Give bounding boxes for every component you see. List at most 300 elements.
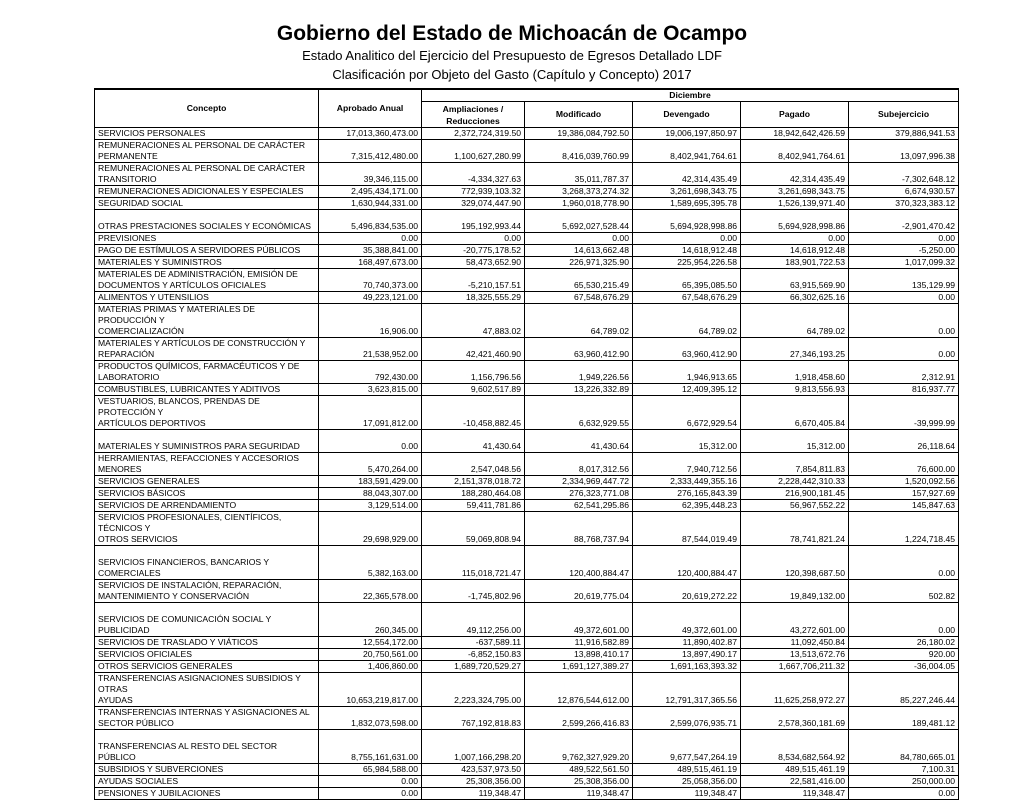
table-row	[95, 233, 959, 245]
concepto-cell	[95, 430, 319, 453]
concepto-cell	[95, 673, 319, 707]
concepto-line: REMUNERACIONES AL PERSONAL DE CARÁCTER	[98, 163, 306, 173]
concepto-line: TRANSFERENCIAS AL RESTO DEL SECTOR PÚBLICO	[98, 741, 278, 762]
amount-cell: 12,876,544,612.00	[525, 673, 633, 707]
concepto-cell	[95, 128, 319, 140]
amount-cell: 189,481.12	[849, 707, 959, 730]
amount-cell: 12,554,172.00	[319, 637, 422, 649]
concepto-cell	[95, 476, 319, 488]
amount-cell: 370,323,383.12	[849, 198, 959, 210]
concepto-cell	[95, 233, 319, 245]
amount-cell: 35,011,787.37	[525, 163, 633, 186]
amount-cell: 2,334,969,447.72	[525, 476, 633, 488]
table-row	[95, 764, 959, 776]
amount-cell: 2,228,442,310.33	[741, 476, 849, 488]
concepto-cell	[95, 707, 319, 730]
amount-cell: 7,940,712.56	[633, 453, 741, 476]
table-row	[95, 186, 959, 198]
amount-cell: -5,210,157.51	[422, 269, 525, 292]
amount-cell: 1,691,163,393.32	[633, 661, 741, 673]
table-row	[95, 512, 959, 546]
amount-cell: 2,599,266,416.83	[525, 707, 633, 730]
concepto-line: REMUNERACIONES ADICIONALES Y ESPECIALES	[98, 186, 304, 196]
amount-cell: 84,780,665.01	[849, 730, 959, 764]
amount-cell: 2,495,434,171.00	[319, 186, 422, 198]
concepto-cell	[95, 730, 319, 764]
concepto-line: ARTÍCULOS DEPORTIVOS	[98, 418, 206, 428]
amount-cell: 0.00	[525, 233, 633, 245]
amount-cell: 1,007,166,298.20	[422, 730, 525, 764]
report-subtitle: Estado Analitico del Ejercicio del Presupuesto de Egresos Detallado LDF	[302, 48, 722, 63]
amount-cell: 88,768,737.94	[525, 512, 633, 546]
table-row	[95, 788, 959, 800]
amount-cell: 195,192,993.44	[422, 210, 525, 233]
amount-cell: 11,890,402.87	[633, 637, 741, 649]
amount-cell: 260,345.00	[319, 603, 422, 637]
amount-cell: 0.00	[319, 788, 422, 800]
concepto-line: MENORES	[98, 464, 142, 474]
amount-cell: 13,513,672.76	[741, 649, 849, 661]
amount-cell: 41,430.64	[422, 430, 525, 453]
concepto-line: PENSIONES Y JUBILACIONES	[98, 788, 221, 798]
concepto-line: SERVICIOS PERSONALES	[98, 128, 206, 138]
concepto-line: AYUDAS SOCIALES	[98, 776, 179, 786]
amount-cell: 183,591,429.00	[319, 476, 422, 488]
amount-cell: 0.00	[741, 233, 849, 245]
amount-cell: 276,165,843.39	[633, 488, 741, 500]
concepto-line: COMERCIALIZACIÓN	[98, 326, 184, 336]
amount-cell: 119,348.47	[422, 788, 525, 800]
amount-cell: 67,548,676.29	[525, 292, 633, 304]
concepto-cell	[95, 257, 319, 269]
concepto-line: MATERIAS PRIMAS Y MATERIALES DE PRODUCCIÓN Y	[98, 304, 255, 325]
page-title: Gobierno del Estado de Michoacán de Ocampo	[276, 22, 748, 45]
amount-cell: 47,883.02	[422, 304, 525, 338]
amount-cell: 0.00	[849, 292, 959, 304]
amount-cell: 62,395,448.23	[633, 500, 741, 512]
concepto-cell	[95, 776, 319, 788]
amount-cell: -36,004.05	[849, 661, 959, 673]
concepto-line: REPARACIÓN	[98, 349, 155, 359]
table-row	[95, 163, 959, 186]
col-header-pagado: Pagado	[741, 102, 849, 128]
amount-cell: 119,348.47	[525, 788, 633, 800]
amount-cell: 7,854,811.83	[741, 453, 849, 476]
amount-cell: 18,942,642,426.59	[741, 128, 849, 140]
amount-cell: 29,698,929.00	[319, 512, 422, 546]
amount-cell: -10,458,882.45	[422, 396, 525, 430]
amount-cell: 188,280,464.08	[422, 488, 525, 500]
concepto-line: MATERIALES Y SUMINISTROS	[98, 257, 222, 267]
amount-cell: 49,372,601.00	[633, 603, 741, 637]
concepto-cell	[95, 140, 319, 163]
amount-cell: 276,323,771.08	[525, 488, 633, 500]
col-header-devengado: Devengado	[633, 102, 741, 128]
amount-cell: -4,334,327.63	[422, 163, 525, 186]
concepto-line: SERVICIOS OFICIALES	[98, 649, 192, 659]
table-row	[95, 140, 959, 163]
amount-cell: 9,762,327,929.20	[525, 730, 633, 764]
concepto-line: SERVICIOS DE TRASLADO Y VIÁTICOS	[98, 637, 258, 647]
amount-cell: 11,092,450.84	[741, 637, 849, 649]
amount-cell: 489,515,461.19	[633, 764, 741, 776]
amount-cell: 17,013,360,473.00	[319, 128, 422, 140]
concepto-line: OTROS SERVICIOS	[98, 534, 178, 544]
amount-cell: 15,312.00	[633, 430, 741, 453]
amount-cell: 1,960,018,778.90	[525, 198, 633, 210]
amount-cell: 0.00	[633, 233, 741, 245]
concepto-line: SERVICIOS PROFESIONALES, CIENTÍFICOS, TÉCNICOS Y	[98, 512, 282, 533]
table-row	[95, 637, 959, 649]
amount-cell: 64,789.02	[633, 304, 741, 338]
amount-cell: 489,515,461.19	[741, 764, 849, 776]
amount-cell: 65,395,085.50	[633, 269, 741, 292]
amount-cell: 183,901,722.53	[741, 257, 849, 269]
concepto-cell	[95, 500, 319, 512]
table-row	[95, 198, 959, 210]
amount-cell: 0.00	[849, 304, 959, 338]
amount-cell: -637,589.11	[422, 637, 525, 649]
amount-cell: 5,692,027,528.44	[525, 210, 633, 233]
amount-cell: 119,348.47	[633, 788, 741, 800]
concepto-line: DOCUMENTOS Y ARTÍCULOS OFICIALES	[98, 280, 266, 290]
table-row	[95, 546, 959, 580]
amount-cell: 9,602,517.89	[422, 384, 525, 396]
amount-cell: 41,430.64	[525, 430, 633, 453]
concepto-line: SERVICIOS DE ARRENDAMIENTO	[98, 500, 237, 510]
amount-cell: 25,058,356.00	[633, 776, 741, 788]
concepto-line: SERVICIOS GENERALES	[98, 476, 200, 486]
amount-cell: 64,789.02	[741, 304, 849, 338]
amount-cell: 14,613,662.48	[525, 245, 633, 257]
amount-cell: 2,223,324,795.00	[422, 673, 525, 707]
table-row	[95, 661, 959, 673]
amount-cell: 0.00	[849, 233, 959, 245]
table-row	[95, 673, 959, 707]
amount-cell: 87,544,019.49	[633, 512, 741, 546]
amount-cell: 225,954,226.58	[633, 257, 741, 269]
concepto-cell	[95, 269, 319, 292]
concepto-line: MANTENIMIENTO Y CONSERVACIÓN	[98, 591, 250, 601]
amount-cell: 20,619,272.22	[633, 580, 741, 603]
concepto-line	[98, 730, 315, 741]
amount-cell: 0.00	[319, 776, 422, 788]
amount-cell: 2,578,360,181.69	[741, 707, 849, 730]
amount-cell: 3,268,373,274.32	[525, 186, 633, 198]
amount-cell: 49,372,601.00	[525, 603, 633, 637]
amount-cell: 43,272,601.00	[741, 603, 849, 637]
amount-cell: -39,999.99	[849, 396, 959, 430]
amount-cell: 1,520,092.56	[849, 476, 959, 488]
concepto-line: TRANSITORIO	[98, 174, 157, 184]
concepto-cell	[95, 163, 319, 186]
amount-cell: 157,927.69	[849, 488, 959, 500]
table-row	[95, 338, 959, 361]
amount-cell: 6,672,929.54	[633, 396, 741, 430]
amount-cell: 115,018,721.47	[422, 546, 525, 580]
amount-cell: 16,906.00	[319, 304, 422, 338]
table-row	[95, 430, 959, 453]
concepto-line: LABORATORIO	[98, 372, 160, 382]
amount-cell: 8,402,941,764.61	[633, 140, 741, 163]
amount-cell: 49,112,256.00	[422, 603, 525, 637]
concepto-cell	[95, 512, 319, 546]
concepto-line: PAGO DE ESTÍMULOS A SERVIDORES PÚBLICOS	[98, 245, 301, 255]
table-row	[95, 649, 959, 661]
concepto-cell	[95, 198, 319, 210]
amount-cell: 64,789.02	[525, 304, 633, 338]
amount-cell: 19,849,132.00	[741, 580, 849, 603]
amount-cell: 25,308,356.00	[422, 776, 525, 788]
amount-cell: 5,694,928,998.86	[633, 210, 741, 233]
concepto-cell	[95, 661, 319, 673]
table-body	[95, 128, 959, 800]
amount-cell: 10,653,219,817.00	[319, 673, 422, 707]
amount-cell: 20,619,775.04	[525, 580, 633, 603]
amount-cell: 12,791,317,365.56	[633, 673, 741, 707]
amount-cell: 85,227,246.44	[849, 673, 959, 707]
amount-cell: 26,118.64	[849, 430, 959, 453]
amount-cell: 0.00	[422, 233, 525, 245]
amount-cell: -1,745,802.96	[422, 580, 525, 603]
amount-cell: 423,537,973.50	[422, 764, 525, 776]
concepto-line: SECTOR PÚBLICO	[98, 718, 174, 728]
amount-cell: -20,775,178.52	[422, 245, 525, 257]
amount-cell: 502.82	[849, 580, 959, 603]
amount-cell: 2,599,076,935.71	[633, 707, 741, 730]
amount-cell: 76,600.00	[849, 453, 959, 476]
table-row	[95, 580, 959, 603]
concepto-cell	[95, 580, 319, 603]
concepto-line: OTRAS PRESTACIONES SOCIALES Y ECONÓMICAS	[98, 221, 311, 231]
concepto-cell	[95, 304, 319, 338]
amount-cell: 8,017,312.56	[525, 453, 633, 476]
concepto-cell	[95, 453, 319, 476]
amount-cell: 5,470,264.00	[319, 453, 422, 476]
amount-cell: 19,006,197,850.97	[633, 128, 741, 140]
concepto-line: AYUDAS	[98, 695, 133, 705]
concepto-cell	[95, 546, 319, 580]
concepto-line: TRANSFERENCIAS ASIGNACIONES SUBSIDIOS Y OTRAS	[98, 673, 301, 694]
table-row	[95, 128, 959, 140]
amount-cell: 8,534,682,564.92	[741, 730, 849, 764]
table-row	[95, 210, 959, 233]
table-row	[95, 500, 959, 512]
amount-cell: 3,261,698,343.75	[741, 186, 849, 198]
concepto-cell	[95, 603, 319, 637]
amount-cell: 1,949,226.56	[525, 361, 633, 384]
amount-cell: 25,308,356.00	[525, 776, 633, 788]
amount-cell: 65,984,588.00	[319, 764, 422, 776]
amount-cell: 22,365,578.00	[319, 580, 422, 603]
amount-cell: 120,400,884.47	[633, 546, 741, 580]
concepto-cell	[95, 488, 319, 500]
amount-cell: 1,100,627,280.99	[422, 140, 525, 163]
amount-cell: -7,302,648.12	[849, 163, 959, 186]
amount-cell: 66,302,625.16	[741, 292, 849, 304]
concepto-line: REMUNERACIONES AL PERSONAL DE CARÁCTER	[98, 140, 306, 150]
amount-cell: 0.00	[849, 338, 959, 361]
concepto-line: PRODUCTOS QUÍMICOS, FARMACÉUTICOS Y DE	[98, 361, 300, 371]
concepto-cell	[95, 186, 319, 198]
amount-cell: 1,526,139,971.40	[741, 198, 849, 210]
amount-cell: 226,971,325.90	[525, 257, 633, 269]
table-row	[95, 245, 959, 257]
amount-cell: 1,832,073,598.00	[319, 707, 422, 730]
amount-cell: 2,333,449,355.16	[633, 476, 741, 488]
amount-cell: 22,581,416.00	[741, 776, 849, 788]
col-header-modificado: Modificado	[525, 102, 633, 128]
amount-cell: 1,918,458.60	[741, 361, 849, 384]
concepto-cell	[95, 210, 319, 233]
amount-cell: 49,223,121.00	[319, 292, 422, 304]
amount-cell: 67,548,676.29	[633, 292, 741, 304]
table-row	[95, 361, 959, 384]
amount-cell: 379,886,941.53	[849, 128, 959, 140]
amount-cell: 1,224,718.45	[849, 512, 959, 546]
concepto-line	[98, 603, 315, 614]
amount-cell: 39,346,115.00	[319, 163, 422, 186]
concepto-cell	[95, 292, 319, 304]
concepto-line	[98, 430, 315, 441]
amount-cell: 63,915,569.90	[741, 269, 849, 292]
col-group-diciembre: Diciembre	[422, 89, 959, 102]
amount-cell: 250,000.00	[849, 776, 959, 788]
amount-cell: 792,430.00	[319, 361, 422, 384]
amount-cell: 8,755,161,631.00	[319, 730, 422, 764]
amount-cell: 6,670,405.84	[741, 396, 849, 430]
amount-cell: 26,180.02	[849, 637, 959, 649]
concepto-cell	[95, 637, 319, 649]
concepto-line: ALIMENTOS Y UTENSILIOS	[98, 292, 209, 302]
table-row	[95, 269, 959, 292]
amount-cell: 772,939,103.32	[422, 186, 525, 198]
amount-cell: 5,694,928,998.86	[741, 210, 849, 233]
amount-cell: 1,156,796.56	[422, 361, 525, 384]
amount-cell: 63,960,412.90	[633, 338, 741, 361]
amount-cell: 5,382,163.00	[319, 546, 422, 580]
amount-cell: 5,496,834,535.00	[319, 210, 422, 233]
table-row	[95, 603, 959, 637]
amount-cell: 145,847.63	[849, 500, 959, 512]
amount-cell: 15,312.00	[741, 430, 849, 453]
concepto-line: PREVISIONES	[98, 233, 157, 243]
amount-cell: 42,314,435.49	[633, 163, 741, 186]
table-row	[95, 453, 959, 476]
amount-cell: 120,400,884.47	[525, 546, 633, 580]
concepto-line	[98, 546, 315, 557]
col-header-ampliaciones: Ampliaciones / Reducciones	[422, 102, 525, 128]
table-row	[95, 396, 959, 430]
amount-cell: 19,386,084,792.50	[525, 128, 633, 140]
table-row	[95, 304, 959, 338]
concepto-line: HERRAMIENTAS, REFACCIONES Y ACCESORIOS	[98, 453, 300, 463]
amount-cell: 3,129,514.00	[319, 500, 422, 512]
amount-cell: 0.00	[319, 233, 422, 245]
table-row	[95, 257, 959, 269]
amount-cell: 78,741,821.24	[741, 512, 849, 546]
amount-cell: 9,813,556.93	[741, 384, 849, 396]
amount-cell: 27,346,193.25	[741, 338, 849, 361]
amount-cell: 920.00	[849, 649, 959, 661]
concepto-cell	[95, 338, 319, 361]
amount-cell: 42,314,435.49	[741, 163, 849, 186]
amount-cell: 1,406,860.00	[319, 661, 422, 673]
amount-cell: 35,388,841.00	[319, 245, 422, 257]
amount-cell: 12,409,395.12	[633, 384, 741, 396]
concepto-line: MATERIALES DE ADMINISTRACIÓN, EMISIÓN DE	[98, 269, 298, 279]
amount-cell: 6,632,929.55	[525, 396, 633, 430]
amount-cell: 816,937.77	[849, 384, 959, 396]
amount-cell: 1,667,706,211.32	[741, 661, 849, 673]
amount-cell: 56,967,552.22	[741, 500, 849, 512]
amount-cell: 88,043,307.00	[319, 488, 422, 500]
amount-cell: 11,916,582.89	[525, 637, 633, 649]
amount-cell: 8,416,039,760.99	[525, 140, 633, 163]
concepto-line: SEGURIDAD SOCIAL	[98, 198, 184, 208]
amount-cell: 8,402,941,764.61	[741, 140, 849, 163]
amount-cell: 2,547,048.56	[422, 453, 525, 476]
concepto-line: OTROS SERVICIOS GENERALES	[98, 661, 233, 671]
concepto-cell	[95, 649, 319, 661]
amount-cell: 6,674,930.57	[849, 186, 959, 198]
concepto-line: SERVICIOS DE INSTALACIÓN, REPARACIÓN,	[98, 580, 282, 590]
amount-cell: 329,074,447.90	[422, 198, 525, 210]
amount-cell: 135,129.99	[849, 269, 959, 292]
amount-cell: 13,898,410.17	[525, 649, 633, 661]
concepto-line: SERVICIOS BÁSICOS	[98, 488, 186, 498]
budget-table	[94, 88, 959, 800]
amount-cell: 13,226,332.89	[525, 384, 633, 396]
amount-cell: 20,750,561.00	[319, 649, 422, 661]
concepto-cell	[95, 245, 319, 257]
concepto-cell	[95, 361, 319, 384]
amount-cell: 14,618,912.48	[741, 245, 849, 257]
amount-cell: 767,192,818.83	[422, 707, 525, 730]
concepto-cell	[95, 384, 319, 396]
concepto-line: VESTUARIOS, BLANCOS, PRENDAS DE PROTECCIÓN Y	[98, 396, 260, 417]
concepto-line: SUBSIDIOS Y SUBVERCIONES	[98, 764, 224, 774]
amount-cell: 58,473,652.90	[422, 257, 525, 269]
table-row	[95, 384, 959, 396]
concepto-line: SERVICIOS FINANCIEROS, BANCARIOS Y COMERCIALES	[98, 557, 269, 578]
amount-cell: 9,677,547,264.19	[633, 730, 741, 764]
amount-cell: -5,250.00	[849, 245, 959, 257]
concepto-cell	[95, 764, 319, 776]
amount-cell: 2,372,724,319.50	[422, 128, 525, 140]
concepto-line: PERMANENTE	[98, 151, 158, 161]
amount-cell: 0.00	[849, 603, 959, 637]
amount-cell: 18,325,555.29	[422, 292, 525, 304]
concepto-line: TRANSFERENCIAS INTERNAS Y ASIGNACIONES AL	[98, 707, 310, 717]
amount-cell: 119,348.47	[741, 788, 849, 800]
amount-cell: 3,623,815.00	[319, 384, 422, 396]
amount-cell: 62,541,295.86	[525, 500, 633, 512]
amount-cell: 0.00	[849, 546, 959, 580]
amount-cell: 216,900,181.45	[741, 488, 849, 500]
table-row	[95, 707, 959, 730]
amount-cell: 59,411,781.86	[422, 500, 525, 512]
amount-cell: 7,100.31	[849, 764, 959, 776]
col-header-concepto: Concepto	[95, 89, 319, 128]
amount-cell: 1,689,720,529.27	[422, 661, 525, 673]
table-row	[95, 488, 959, 500]
report-classification: Clasificación por Objeto del Gasto (Capítulo y Concepto) 2017	[332, 67, 692, 82]
concepto-line	[98, 210, 315, 221]
table-row	[95, 730, 959, 764]
amount-cell: 1,691,127,389.27	[525, 661, 633, 673]
amount-cell: 14,618,912.48	[633, 245, 741, 257]
